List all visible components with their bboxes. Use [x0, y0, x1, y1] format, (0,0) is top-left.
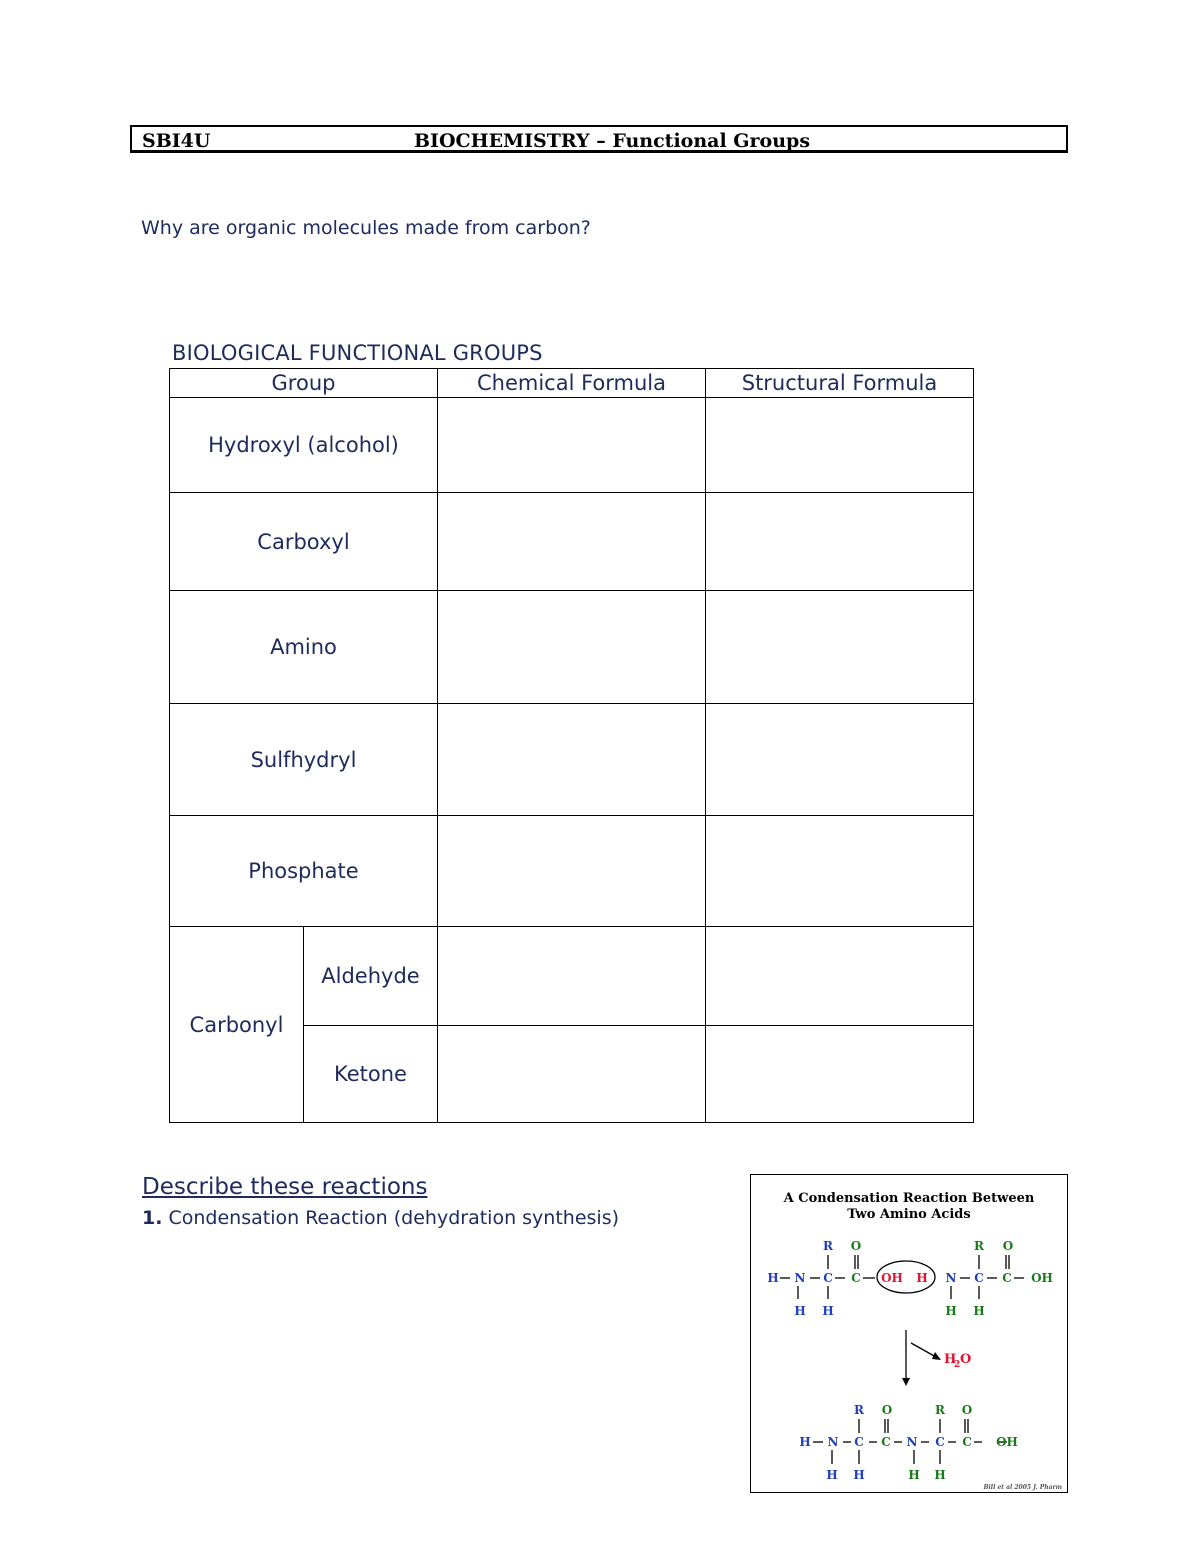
answer-cell[interactable] [438, 927, 706, 1026]
atom-r: R [854, 1403, 864, 1417]
page-title: BIOCHEMISTRY – Functional Groups [414, 130, 811, 152]
water-o: O [960, 1352, 972, 1367]
table-row [170, 398, 974, 493]
column-header-group: Group [170, 369, 438, 398]
atom-h: H [826, 1468, 838, 1482]
answer-cell[interactable] [438, 816, 706, 927]
answer-cell[interactable] [706, 493, 974, 591]
water-h: H [944, 1352, 957, 1367]
figure-title-line-2: Two Amino Acids [847, 1207, 971, 1222]
group-label-phosphate: Phosphate [170, 816, 438, 927]
atom-n: N [794, 1271, 806, 1285]
reaction-item-number: 1. [142, 1207, 163, 1229]
answer-cell[interactable] [706, 1026, 974, 1123]
group-label-carboxyl: Carboxyl [170, 493, 438, 591]
table-header-row [170, 369, 974, 398]
reaction-item-1 [142, 1207, 619, 1229]
condensation-reaction-figure [750, 1174, 1068, 1493]
functional-groups-table [169, 368, 974, 1123]
figure-credit: Bill et al 2005 J. Pharm [983, 1484, 1062, 1491]
column-header-structural-formula: Structural Formula [706, 369, 974, 398]
atom-n: N [827, 1435, 839, 1449]
atom-oh: OH [1031, 1271, 1053, 1285]
table-row [170, 927, 974, 1026]
atom-c: C [935, 1435, 945, 1449]
atom-h: H [934, 1468, 946, 1482]
atom-c: C [823, 1271, 833, 1285]
atom-h: H [945, 1304, 957, 1318]
answer-cell[interactable] [438, 704, 706, 816]
table-row [170, 493, 974, 591]
answer-cell[interactable] [706, 816, 974, 927]
reaction-diagram [751, 1175, 1067, 1492]
table-row [170, 704, 974, 816]
group-label-sulfhydryl: Sulfhydryl [170, 704, 438, 816]
group-label-hydroxyl: Hydroxyl (alcohol) [170, 398, 438, 493]
atom-oh: OH [996, 1435, 1018, 1449]
group-label-aldehyde: Aldehyde [304, 927, 438, 1026]
atom-r: R [823, 1239, 833, 1253]
atom-o: O [881, 1403, 893, 1417]
atom-h: H [794, 1304, 806, 1318]
atom-h: H [853, 1468, 865, 1482]
atom-c: C [962, 1435, 972, 1449]
atom-o: O [1002, 1239, 1014, 1253]
atom-r: R [974, 1239, 984, 1253]
group-label-carbonyl: Carbonyl [170, 927, 304, 1123]
figure-title-line-1: A Condensation Reaction Between [783, 1191, 1035, 1206]
atom-h: H [799, 1435, 811, 1449]
answer-cell[interactable] [706, 591, 974, 704]
table-row [170, 591, 974, 704]
atom-c: C [854, 1435, 864, 1449]
atom-h: H [908, 1468, 920, 1482]
atom-n: N [945, 1271, 957, 1285]
atom-r: R [935, 1403, 945, 1417]
answer-cell[interactable] [438, 591, 706, 704]
atom-o: O [850, 1239, 862, 1253]
atom-n: N [906, 1435, 918, 1449]
answer-cell[interactable] [706, 398, 974, 493]
atom-c: C [1002, 1271, 1012, 1285]
atom-c: C [851, 1271, 861, 1285]
atom-oh: OH [881, 1271, 903, 1285]
atom-h: H [822, 1304, 834, 1318]
atom-c: C [881, 1435, 891, 1449]
answer-cell[interactable] [438, 493, 706, 591]
group-label-amino: Amino [170, 591, 438, 704]
answer-cell[interactable] [438, 1026, 706, 1123]
course-code: SBI4U [142, 130, 211, 152]
atom-h: H [973, 1304, 985, 1318]
answer-cell[interactable] [438, 398, 706, 493]
question-text: Why are organic molecules made from carbon? [141, 217, 591, 239]
answer-cell[interactable] [706, 704, 974, 816]
atom-h: H [767, 1271, 779, 1285]
group-label-ketone: Ketone [304, 1026, 438, 1123]
column-header-chemical-formula: Chemical Formula [438, 369, 706, 398]
table-row [170, 816, 974, 927]
answer-cell[interactable] [706, 927, 974, 1026]
water-subscript: 2 [954, 1360, 961, 1370]
atom-h: H [916, 1271, 928, 1285]
atom-c: C [974, 1271, 984, 1285]
reactions-heading: Describe these reactions [142, 1174, 428, 1200]
page-header [130, 125, 1068, 153]
reaction-item-text: Condensation Reaction (dehydration synthesis) [162, 1207, 620, 1229]
table-title: BIOLOGICAL FUNCTIONAL GROUPS [172, 341, 543, 365]
atom-o: O [961, 1403, 973, 1417]
